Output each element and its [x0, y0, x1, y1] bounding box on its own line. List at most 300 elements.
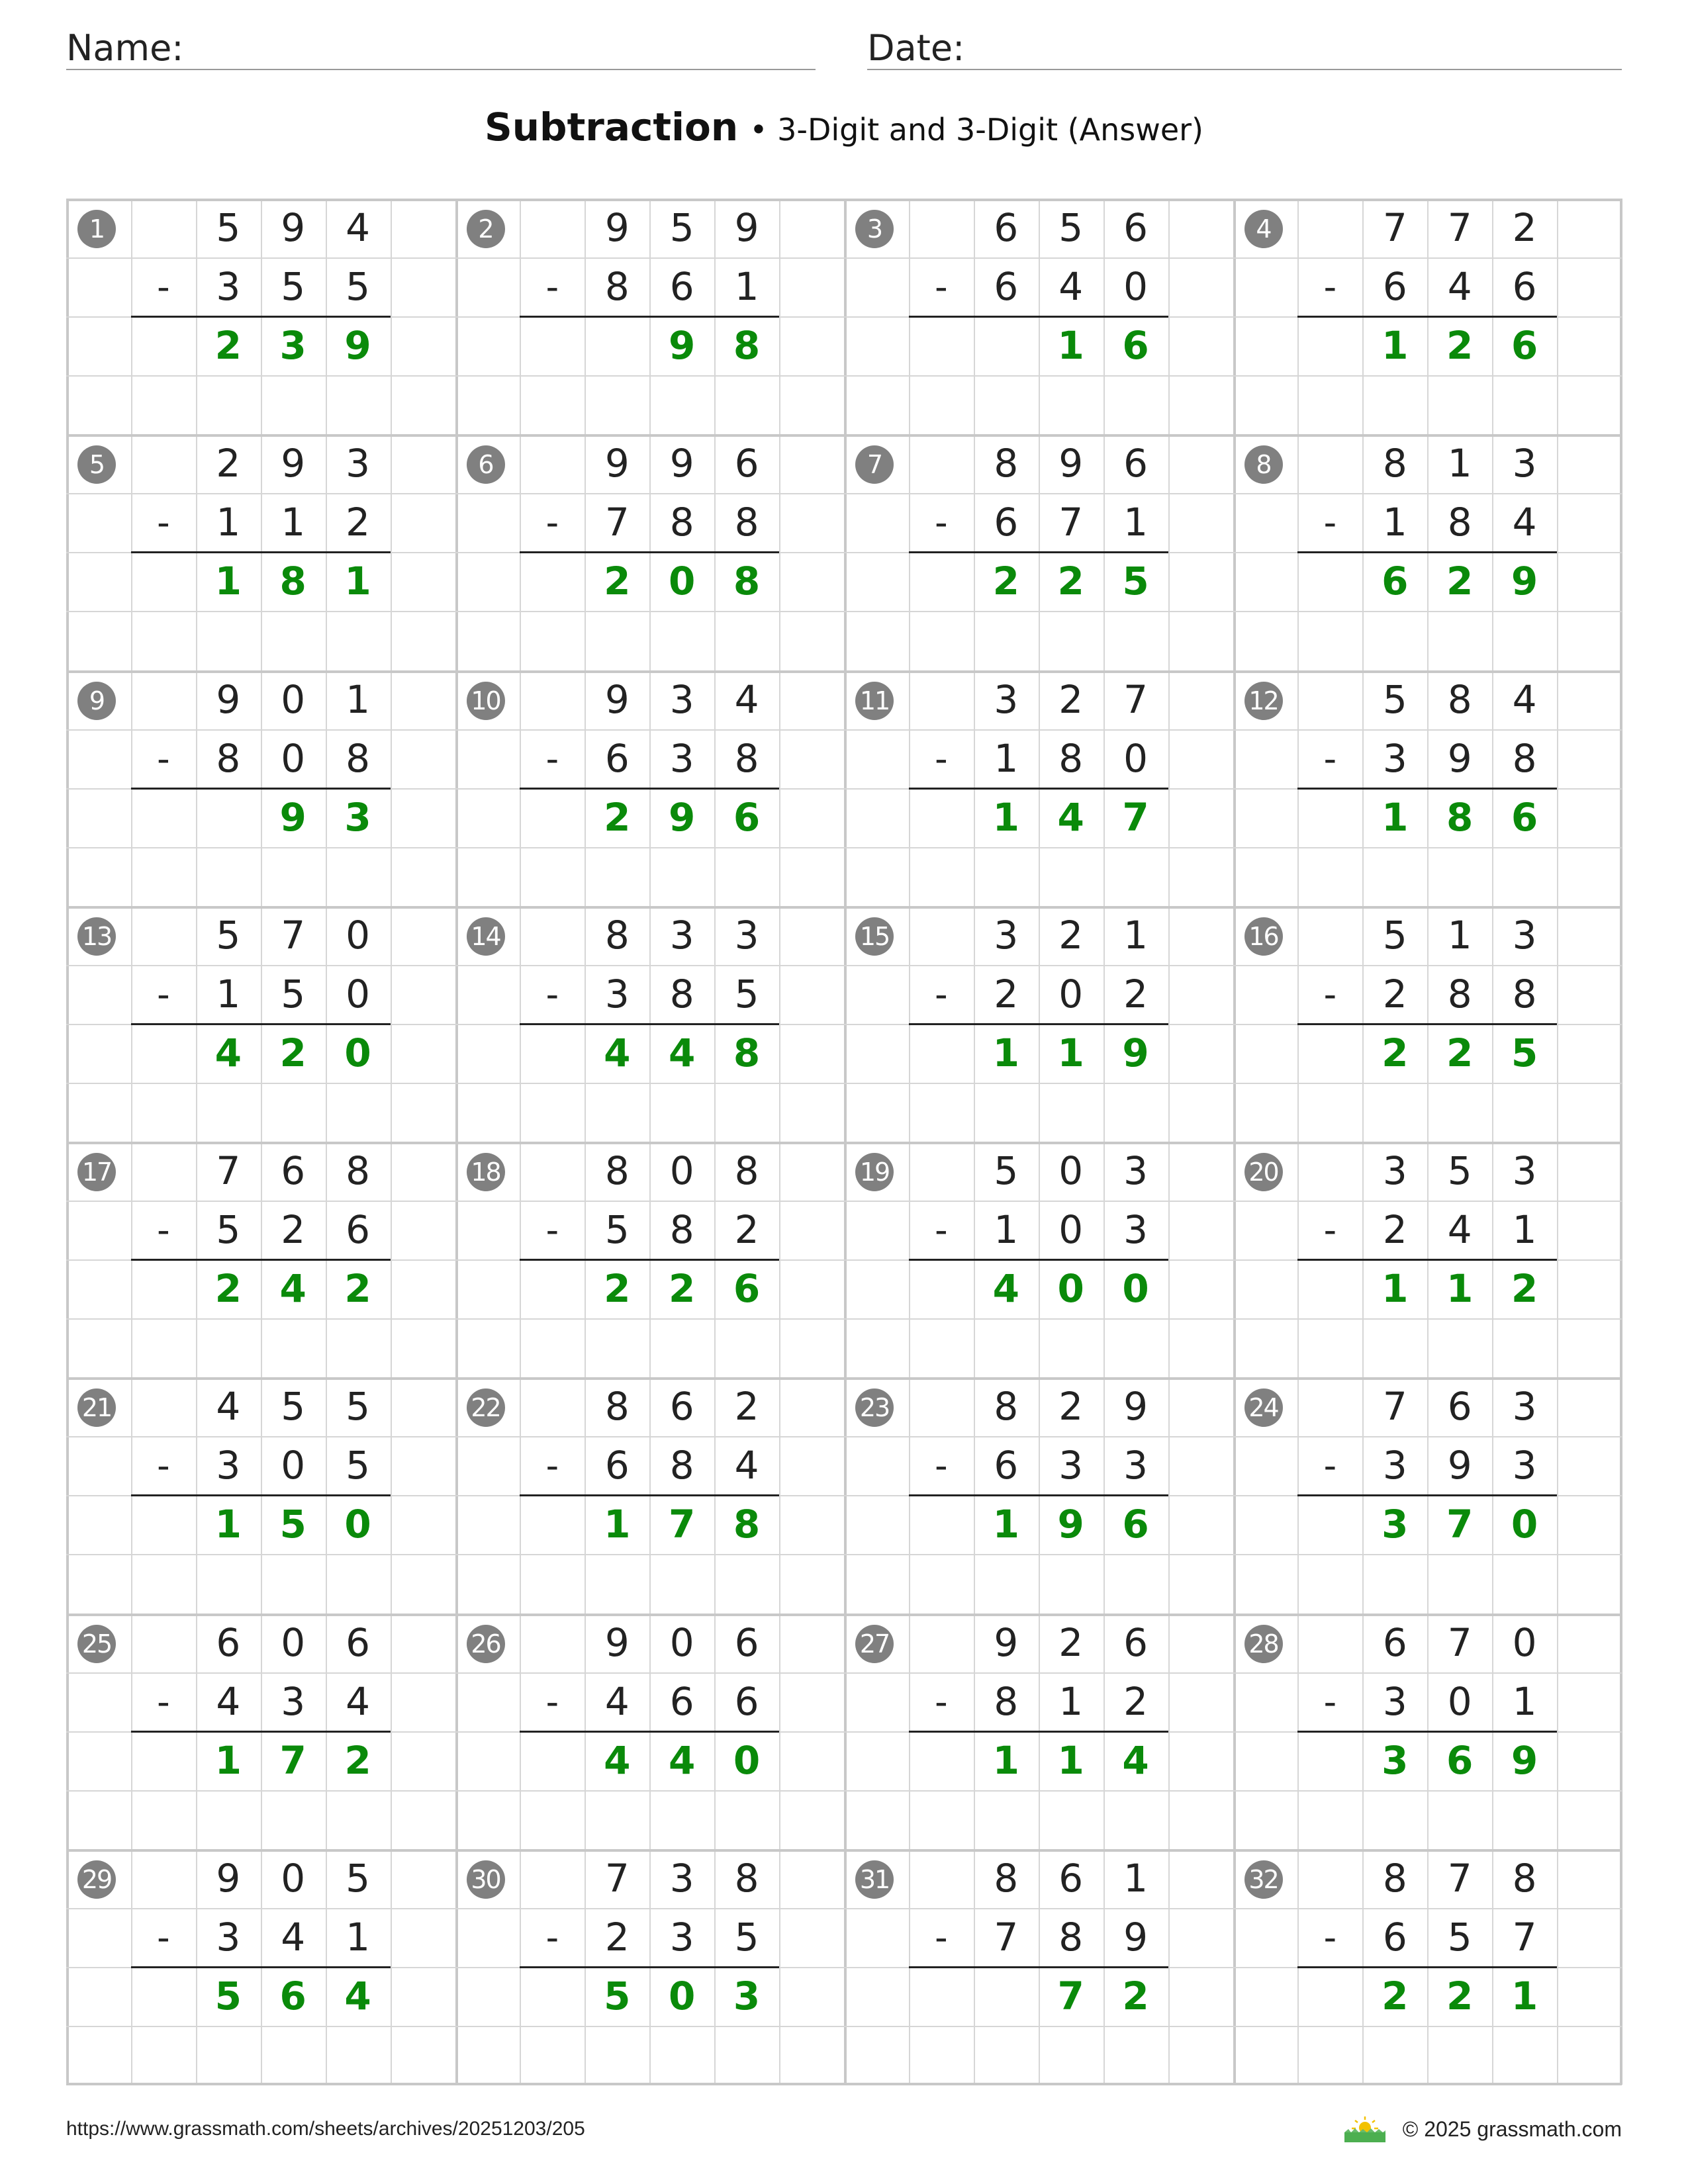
minuend-digit: 9: [216, 676, 241, 722]
subtrahend-digit: 3: [669, 1914, 694, 1960]
minuend-digit: 0: [281, 1855, 306, 1901]
subtrahend-digit: 9: [1447, 735, 1472, 781]
problem-number-badge: 18: [467, 1153, 505, 1191]
subtrahend-digit: 2: [1382, 1207, 1407, 1253]
problem-number-badge: 17: [77, 1153, 116, 1191]
answer-digit: 7: [1057, 1973, 1084, 2019]
minuend-digit: 3: [1512, 1384, 1537, 1430]
subtrahend-digit: 5: [281, 971, 306, 1017]
answer-rule: [909, 1494, 1168, 1496]
minuend-digit: 3: [669, 912, 694, 958]
subtrahend-digit: 7: [604, 500, 630, 545]
minuend-digit: 8: [1512, 1855, 1537, 1901]
answer-digit: 1: [1446, 1266, 1474, 1312]
answer-rule: [520, 1259, 779, 1261]
answer-rule: [1297, 551, 1557, 553]
subtrahend-digit: 3: [216, 264, 241, 310]
problem-number-badge: 14: [467, 917, 505, 956]
answer-digit: 7: [1446, 1502, 1474, 1547]
minus-sign: -: [1323, 1445, 1337, 1487]
minuend-digit: 5: [1058, 205, 1084, 250]
grass-sun-logo-icon: [1342, 2115, 1388, 2144]
subtrahend-digit: 8: [669, 1443, 694, 1488]
problem-9: [66, 670, 455, 906]
answer-digit: 3: [733, 1973, 761, 2019]
problem-number-badge: 15: [855, 917, 894, 956]
problem-number-badge: 25: [77, 1625, 116, 1663]
minuend-digit: 8: [604, 1148, 630, 1193]
answer-digit: 6: [1446, 1737, 1474, 1783]
minus-sign: -: [157, 502, 170, 544]
answer-digit: 7: [669, 1502, 696, 1547]
minuend-digit: 7: [1447, 205, 1472, 250]
minuend-digit: 8: [1447, 676, 1472, 722]
subtrahend-digit: 6: [994, 264, 1019, 310]
answer-digit: 6: [733, 1266, 761, 1312]
minuend-digit: 5: [346, 1855, 371, 1901]
answer-digit: 2: [279, 1030, 306, 1075]
minus-sign: -: [545, 1916, 559, 1958]
minuend-digit: 3: [669, 1855, 694, 1901]
answer-digit: 5: [1511, 1030, 1538, 1075]
answer-rule: [131, 788, 391, 790]
minus-sign: -: [545, 973, 559, 1015]
problem-number-badge: 32: [1244, 1860, 1283, 1899]
worksheet-grid: [66, 199, 1622, 2085]
minuend-digit: 8: [604, 1384, 630, 1430]
title-subtitle: • 3-Digit and 3-Digit (Answer): [749, 112, 1203, 148]
minuend-digit: 2: [1058, 1384, 1084, 1430]
minuend-digit: 8: [1382, 441, 1407, 486]
answer-digit: 4: [1057, 794, 1084, 840]
minuend-digit: 2: [216, 441, 241, 486]
answer-digit: 6: [1511, 323, 1538, 369]
minuend-digit: 5: [1447, 1148, 1472, 1193]
minuend-digit: 3: [734, 912, 759, 958]
answer-digit: 0: [733, 1737, 761, 1783]
answer-rule: [520, 1494, 779, 1496]
answer-digit: 2: [669, 1266, 696, 1312]
subtrahend-digit: 2: [1382, 971, 1407, 1017]
minus-sign: -: [935, 973, 948, 1015]
subtrahend-digit: 8: [734, 500, 759, 545]
minus-sign: -: [935, 1209, 948, 1251]
minuend-digit: 8: [994, 1855, 1019, 1901]
answer-digit: 1: [214, 559, 242, 604]
minuend-digit: 1: [346, 676, 371, 722]
page-title: [0, 105, 1688, 150]
minuend-digit: 5: [281, 1384, 306, 1430]
subtrahend-digit: 4: [216, 1678, 241, 1724]
answer-digit: 7: [1122, 794, 1149, 840]
answer-digit: 8: [733, 1502, 761, 1547]
minuend-digit: 2: [1512, 205, 1537, 250]
subtrahend-digit: 4: [1447, 264, 1472, 310]
minuend-digit: 3: [994, 912, 1019, 958]
problem-17: [66, 1142, 455, 1377]
answer-digit: 0: [1511, 1502, 1538, 1547]
answer-rule: [1297, 1259, 1557, 1261]
subtrahend-digit: 5: [734, 971, 759, 1017]
problem-32: [1233, 1849, 1622, 2085]
subtrahend-digit: 1: [1512, 1678, 1537, 1724]
minuend-digit: 1: [1123, 912, 1149, 958]
answer-rule: [131, 1731, 391, 1733]
answer-rule: [1297, 1023, 1557, 1025]
subtrahend-digit: 5: [346, 264, 371, 310]
subtrahend-digit: 8: [1512, 971, 1537, 1017]
answer-digit: 2: [214, 1266, 242, 1312]
problem-11: [844, 670, 1233, 906]
answer-digit: 9: [669, 323, 696, 369]
answer-digit: 2: [604, 1266, 631, 1312]
subtrahend-digit: 6: [994, 500, 1019, 545]
answer-digit: 6: [1122, 1502, 1149, 1547]
answer-digit: 5: [214, 1973, 242, 2019]
answer-rule: [520, 1023, 779, 1025]
answer-digit: 1: [992, 794, 1019, 840]
answer-rule: [131, 1494, 391, 1496]
minus-sign: -: [935, 502, 948, 544]
subtrahend-digit: 1: [734, 264, 759, 310]
answer-digit: 8: [1446, 794, 1474, 840]
minuend-digit: 5: [994, 1148, 1019, 1193]
answer-digit: 9: [669, 794, 696, 840]
answer-digit: 4: [1122, 1737, 1149, 1783]
problem-number-badge: 20: [1244, 1153, 1283, 1191]
name-label: Name:: [66, 27, 184, 69]
problem-3: [844, 199, 1233, 434]
minus-sign: -: [935, 1680, 948, 1723]
problem-number-badge: 16: [1244, 917, 1283, 956]
answer-digit: 0: [1122, 1266, 1149, 1312]
minuend-digit: 6: [1447, 1384, 1472, 1430]
minuend-digit: 6: [1058, 1855, 1084, 1901]
answer-digit: 8: [733, 559, 761, 604]
minuend-digit: 8: [994, 1384, 1019, 1430]
answer-digit: 2: [604, 794, 631, 840]
minuend-digit: 4: [1512, 676, 1537, 722]
minus-sign: -: [157, 1209, 170, 1251]
problem-27: [844, 1614, 1233, 1849]
answer-digit: 2: [214, 323, 242, 369]
problem-number-badge: 22: [467, 1388, 505, 1427]
subtrahend-digit: 4: [1058, 264, 1084, 310]
problem-number-badge: 13: [77, 917, 116, 956]
subtrahend-digit: 9: [1123, 1914, 1149, 1960]
answer-digit: 6: [733, 794, 761, 840]
minuend-digit: 6: [669, 1384, 694, 1430]
minuend-digit: 5: [216, 912, 241, 958]
answer-digit: 4: [604, 1737, 631, 1783]
minus-sign: -: [1323, 1209, 1337, 1251]
subtrahend-digit: 0: [346, 971, 371, 1017]
subtrahend-digit: 5: [216, 1207, 241, 1253]
subtrahend-digit: 3: [216, 1443, 241, 1488]
minuend-digit: 7: [216, 1148, 241, 1193]
subtrahend-digit: 2: [281, 1207, 306, 1253]
minuend-digit: 9: [604, 676, 630, 722]
minuend-digit: 4: [734, 676, 759, 722]
answer-digit: 1: [1057, 1030, 1084, 1075]
minuend-digit: 0: [1512, 1619, 1537, 1665]
minuend-digit: 4: [216, 1384, 241, 1430]
subtrahend-digit: 3: [1123, 1207, 1149, 1253]
problem-number-badge: 24: [1244, 1388, 1283, 1427]
minuend-digit: 7: [1447, 1855, 1472, 1901]
problem-7: [844, 434, 1233, 670]
problem-21: [66, 1377, 455, 1613]
minuend-digit: 7: [1447, 1619, 1472, 1665]
subtrahend-digit: 8: [346, 735, 371, 781]
answer-digit: 4: [669, 1030, 696, 1075]
subtrahend-digit: 8: [1058, 735, 1084, 781]
minuend-digit: 2: [734, 1384, 759, 1430]
answer-digit: 0: [344, 1502, 371, 1547]
minus-sign: -: [935, 1445, 948, 1487]
problem-26: [455, 1614, 845, 1849]
date-line: [867, 69, 1622, 70]
problem-14: [455, 906, 845, 1142]
problem-number-badge: 9: [77, 682, 116, 720]
subtrahend-digit: 3: [1382, 1443, 1407, 1488]
minus-sign: -: [157, 266, 170, 308]
subtrahend-digit: 2: [1123, 971, 1149, 1017]
problem-4: [1233, 199, 1622, 434]
minus-sign: -: [1323, 502, 1337, 544]
answer-rule: [909, 551, 1168, 553]
subtrahend-digit: 1: [1382, 500, 1407, 545]
minuend-digit: 7: [1382, 1384, 1407, 1430]
problem-number-badge: 2: [467, 210, 505, 248]
minuend-digit: 9: [216, 1855, 241, 1901]
subtrahend-digit: 7: [994, 1914, 1019, 1960]
minus-sign: -: [157, 1680, 170, 1723]
problem-20: [1233, 1142, 1622, 1377]
subtrahend-digit: 8: [669, 1207, 694, 1253]
problem-number-badge: 19: [855, 1153, 894, 1191]
subtrahend-digit: 5: [281, 264, 306, 310]
answer-rule: [520, 1731, 779, 1733]
answer-digit: 4: [214, 1030, 242, 1075]
minus-sign: -: [157, 973, 170, 1015]
answer-digit: 0: [669, 1973, 696, 2019]
subtrahend-digit: 8: [994, 1678, 1019, 1724]
subtrahend-digit: 6: [994, 1443, 1019, 1488]
subtrahend-digit: 1: [994, 735, 1019, 781]
answer-digit: 2: [1382, 1030, 1409, 1075]
minuend-digit: 0: [669, 1148, 694, 1193]
answer-digit: 2: [604, 559, 631, 604]
answer-rule: [1297, 1966, 1557, 1968]
subtrahend-digit: 0: [1058, 1207, 1084, 1253]
answer-digit: 2: [1446, 559, 1474, 604]
subtrahend-digit: 1: [1058, 1678, 1084, 1724]
date-label: Date:: [867, 27, 965, 69]
minuend-digit: 0: [669, 1619, 694, 1665]
minus-sign: -: [545, 266, 559, 308]
minuend-digit: 8: [604, 912, 630, 958]
footer-copyright: © 2025 grassmath.com: [1402, 2116, 1622, 2141]
subtrahend-digit: 7: [1512, 1914, 1537, 1960]
answer-rule: [520, 788, 779, 790]
answer-digit: 2: [1446, 323, 1474, 369]
problem-number-badge: 8: [1244, 445, 1283, 484]
subtrahend-digit: 1: [281, 500, 306, 545]
answer-digit: 3: [279, 323, 306, 369]
subtrahend-digit: 3: [669, 735, 694, 781]
minuend-digit: 8: [346, 1148, 371, 1193]
minuend-digit: 6: [734, 1619, 759, 1665]
subtrahend-digit: 8: [1447, 971, 1472, 1017]
problem-number-badge: 21: [77, 1388, 116, 1427]
minuend-digit: 3: [1123, 1148, 1149, 1193]
subtrahend-digit: 4: [346, 1678, 371, 1724]
answer-digit: 9: [344, 323, 371, 369]
answer-digit: 0: [344, 1030, 371, 1075]
subtrahend-digit: 3: [216, 1914, 241, 1960]
problem-13: [66, 906, 455, 1142]
subtrahend-digit: 4: [604, 1678, 630, 1724]
date-field[interactable]: [867, 24, 1622, 70]
problem-number-badge: 12: [1244, 682, 1283, 720]
minus-sign: -: [935, 737, 948, 780]
minuend-digit: 2: [1058, 912, 1084, 958]
answer-digit: 0: [1057, 1266, 1084, 1312]
answer-digit: 4: [279, 1266, 306, 1312]
minus-sign: -: [545, 1445, 559, 1487]
answer-digit: 6: [279, 1973, 306, 2019]
answer-rule: [1297, 1731, 1557, 1733]
problem-2: [455, 199, 845, 434]
problem-29: [66, 1849, 455, 2085]
answer-digit: 1: [992, 1502, 1019, 1547]
subtrahend-digit: 2: [604, 1914, 630, 1960]
subtrahend-digit: 8: [216, 735, 241, 781]
subtrahend-digit: 3: [281, 1678, 306, 1724]
answer-digit: 7: [279, 1737, 306, 1783]
problem-number-badge: 10: [467, 682, 505, 720]
problem-16: [1233, 906, 1622, 1142]
problem-5: [66, 434, 455, 670]
answer-digit: 4: [344, 1973, 371, 2019]
minus-sign: -: [157, 1916, 170, 1958]
answer-digit: 8: [733, 1030, 761, 1075]
minus-sign: -: [157, 737, 170, 780]
subtrahend-digit: 6: [604, 735, 630, 781]
minuend-digit: 6: [1382, 1619, 1407, 1665]
answer-digit: 1: [1382, 1266, 1409, 1312]
problem-number-badge: 3: [855, 210, 894, 248]
answer-rule: [1297, 788, 1557, 790]
answer-digit: 8: [733, 323, 761, 369]
problem-number-badge: 11: [855, 682, 894, 720]
answer-digit: 4: [604, 1030, 631, 1075]
minuend-digit: 8: [734, 1148, 759, 1193]
subtrahend-digit: 9: [1447, 1443, 1472, 1488]
subtrahend-digit: 2: [1123, 1678, 1149, 1724]
problem-number-badge: 28: [1244, 1625, 1283, 1663]
subtrahend-digit: 8: [1058, 1914, 1084, 1960]
answer-digit: 1: [214, 1737, 242, 1783]
minus-sign: -: [545, 1680, 559, 1723]
answer-rule: [1297, 1494, 1557, 1496]
subtrahend-digit: 8: [1512, 735, 1537, 781]
subtrahend-digit: 4: [1447, 1207, 1472, 1253]
subtrahend-digit: 6: [1382, 1914, 1407, 1960]
name-field[interactable]: [66, 24, 816, 70]
subtrahend-digit: 6: [1512, 264, 1537, 310]
answer-digit: 2: [1446, 1030, 1474, 1075]
answer-digit: 2: [1122, 1973, 1149, 2019]
answer-rule: [909, 788, 1168, 790]
subtrahend-digit: 3: [1382, 1678, 1407, 1724]
minuend-digit: 3: [1512, 441, 1537, 486]
minuend-digit: 6: [734, 441, 759, 486]
minuend-digit: 2: [1058, 1619, 1084, 1665]
minuend-digit: 6: [216, 1619, 241, 1665]
subtrahend-digit: 2: [346, 500, 371, 545]
answer-digit: 9: [1511, 559, 1538, 604]
answer-rule: [909, 1966, 1168, 1968]
answer-digit: 1: [1382, 323, 1409, 369]
subtrahend-digit: 4: [734, 1443, 759, 1488]
minuend-digit: 3: [1512, 912, 1537, 958]
problem-10: [455, 670, 845, 906]
minus-sign: -: [1323, 266, 1337, 308]
minuend-digit: 1: [1447, 912, 1472, 958]
minuend-digit: 7: [1123, 676, 1149, 722]
subtrahend-digit: 6: [669, 1678, 694, 1724]
subtrahend-digit: 6: [1382, 264, 1407, 310]
minuend-digit: 6: [1123, 1619, 1149, 1665]
minuend-digit: 0: [1058, 1148, 1084, 1193]
problem-number-badge: 7: [855, 445, 894, 484]
answer-digit: 9: [1511, 1737, 1538, 1783]
problem-31: [844, 1849, 1233, 2085]
minus-sign: -: [157, 1445, 170, 1487]
answer-rule: [131, 1023, 391, 1025]
answer-digit: 1: [1057, 323, 1084, 369]
minuend-digit: 2: [1058, 676, 1084, 722]
minuend-digit: 7: [1382, 205, 1407, 250]
answer-digit: 5: [604, 1973, 631, 2019]
answer-digit: 5: [279, 1502, 306, 1547]
answer-digit: 5: [1122, 559, 1149, 604]
minus-sign: -: [1323, 737, 1337, 780]
subtrahend-digit: 7: [1058, 500, 1084, 545]
minuend-digit: 6: [346, 1619, 371, 1665]
minuend-digit: 9: [1058, 441, 1084, 486]
subtrahend-digit: 2: [994, 971, 1019, 1017]
footer-brand: [1342, 2115, 1622, 2144]
minuend-digit: 5: [346, 1384, 371, 1430]
minus-sign: -: [545, 502, 559, 544]
subtrahend-digit: 0: [1123, 735, 1149, 781]
problem-number-badge: 29: [77, 1860, 116, 1899]
subtrahend-digit: 1: [1512, 1207, 1537, 1253]
answer-digit: 2: [344, 1737, 371, 1783]
subtrahend-digit: 0: [1447, 1678, 1472, 1724]
problem-22: [455, 1377, 845, 1613]
problem-number-badge: 27: [855, 1625, 894, 1663]
subtrahend-digit: 6: [734, 1678, 759, 1724]
subtrahend-digit: 8: [669, 971, 694, 1017]
problem-28: [1233, 1614, 1622, 1849]
problem-30: [455, 1849, 845, 2085]
answer-digit: 2: [344, 1266, 371, 1312]
minuend-digit: 9: [1123, 1384, 1149, 1430]
